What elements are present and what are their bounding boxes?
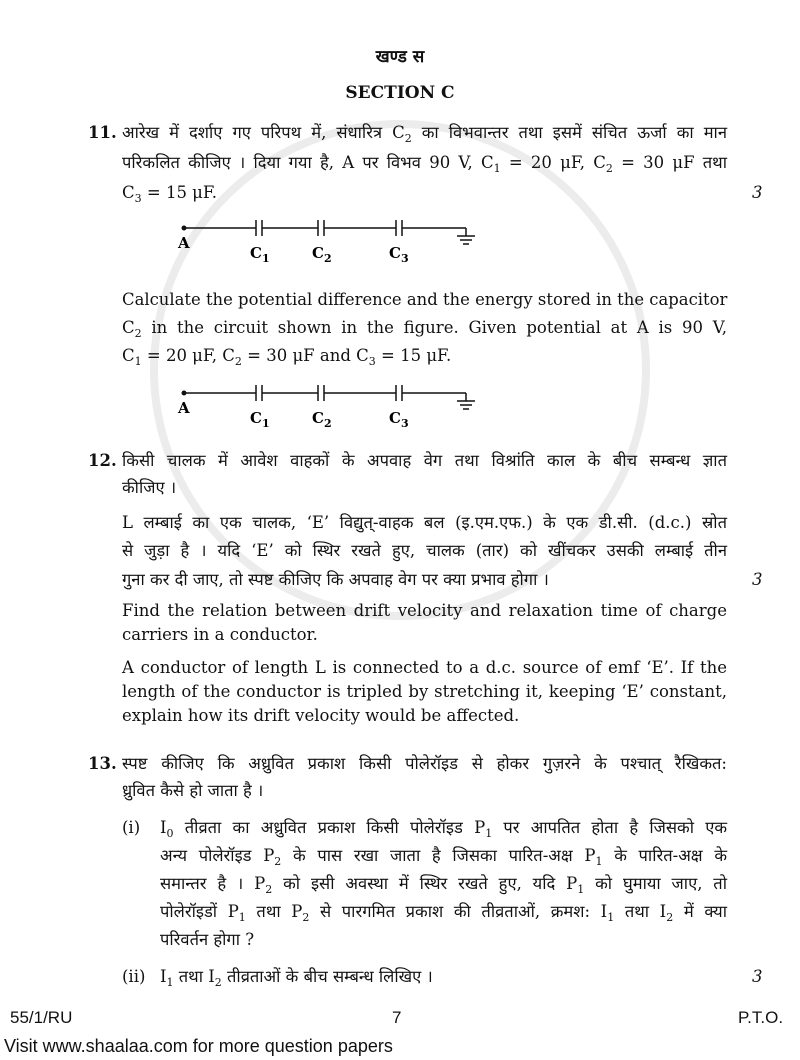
- capacitor-label: $C_3$: [389, 244, 409, 265]
- marks: 3: [752, 967, 763, 986]
- page-number: 7: [392, 1008, 402, 1027]
- text-segment: = 15 μF.: [375, 346, 452, 365]
- q12-line: carriers in a conductor.: [122, 625, 318, 644]
- q11-english-line: [122, 346, 727, 366]
- marks: 3: [752, 570, 763, 589]
- question-number: 11.: [88, 123, 117, 142]
- subscript: 3: [134, 192, 142, 205]
- subscript: 1: [238, 911, 246, 924]
- marks: 3: [752, 183, 763, 202]
- q12-line: कीजिए ।: [122, 478, 177, 497]
- node-a-dot: [182, 226, 187, 231]
- q12-line: गुना कर दी जाए, तो स्पष्ट कीजिए कि अपवाह वेग पर क्या प्रभाव होगा ।: [122, 570, 549, 589]
- text-segment: I: [160, 967, 167, 986]
- text-segment: का विभवान्तर तथा इसमें संचित ऊर्जा का मान: [411, 123, 727, 142]
- text-segment: I: [160, 818, 167, 837]
- subscript: 2: [302, 911, 310, 924]
- subscript: 0: [166, 827, 174, 840]
- q12-line: A conductor of length L is connected to a d.c. source of emf ‘E’. If the: [122, 658, 727, 677]
- text-segment: तीव्रताओं के बीच सम्बन्ध लिखिए ।: [221, 967, 433, 986]
- q13-line: स्पष्ट कीजिए कि अध्रुवित प्रकाश किसी पोलेरॉइड से होकर गुज़रने के पश्चात् रैखिकत:: [122, 754, 727, 773]
- q12-line: किसी चालक में आवेश वाहकों के अपवाह वेग तथा विश्रांति काल के बीच सम्बन्ध ज्ञात: [122, 451, 727, 470]
- question-number: 12.: [88, 451, 117, 470]
- text-segment: तथा I: [614, 902, 667, 921]
- text-segment: = 30 μF तथा: [612, 153, 727, 172]
- q12-line: से जुड़ा है । यदि ‘E’ को स्थिर रखते हुए, चालक (तार) को खींचकर उसकी लम्बाई तीन: [122, 541, 727, 560]
- text-segment: से पारगमित प्रकाश की तीव्रताओं, क्रमश: I: [309, 902, 608, 921]
- q13-part-ii-line: [160, 967, 727, 987]
- subscript: 2: [666, 911, 674, 924]
- part-label: (ii): [122, 967, 146, 986]
- subscript: 2: [265, 883, 273, 896]
- text-segment: C: [122, 318, 135, 337]
- subscript: 2: [274, 855, 282, 868]
- text-segment: तथा P: [245, 902, 303, 921]
- circuit-diagram: [0, 215, 800, 265]
- text-segment: तथा I: [173, 967, 215, 986]
- capacitor-label: $C_1$: [250, 409, 270, 430]
- q13-line: ध्रुवित कैसे हो जाता है ।: [122, 781, 264, 800]
- subscript: 2: [404, 132, 412, 145]
- q12-line: L लम्बाई का एक चालक, ‘E’ विद्युत्-वाहक बल (इ.एम.एफ.) के एक डी.सी. (d.c.) स्रोत: [122, 513, 727, 532]
- text-segment: C: [122, 183, 135, 202]
- q13-part-i-line: [160, 846, 727, 866]
- section-heading-hindi: खण्ड स: [375, 47, 425, 67]
- capacitor-label: $C_3$: [389, 409, 409, 430]
- subscript: 1: [166, 976, 174, 989]
- visit-link[interactable]: Visit www.shaalaa.com for more question papers: [4, 1036, 393, 1056]
- text-segment: = 20 μF, C: [141, 346, 235, 365]
- q11-english-line: [122, 318, 727, 338]
- question-number: 13.: [88, 754, 117, 773]
- subscript: 2: [214, 976, 222, 989]
- q12-line: Find the relation between drift velocity and relaxation time of charge: [122, 601, 727, 620]
- node-a-dot: [182, 391, 187, 396]
- text-segment: in the circuit shown in the figure. Given potential at A is 90 V,: [141, 318, 727, 337]
- paper-code: 55/1/RU: [10, 1008, 73, 1027]
- capacitor-label: $C_2$: [312, 244, 332, 265]
- text-segment: समान्तर है । P: [160, 874, 266, 893]
- subscript: 1: [607, 911, 615, 924]
- q12-line: length of the conductor is tripled by stretching it, keeping ‘E’ constant,: [122, 682, 727, 701]
- q13-part-i-line: [160, 874, 727, 894]
- part-label: (i): [122, 818, 141, 837]
- q11-hindi-line: [122, 123, 727, 143]
- q11-hindi-line: [122, 153, 727, 173]
- text-segment: = 20 μF, C: [500, 153, 606, 172]
- circuit-diagram-english: [0, 380, 800, 430]
- text-segment: Calculate the potential difference and the energy stored in the capacitor: [122, 290, 728, 309]
- q11-english-line: [122, 290, 728, 310]
- text-segment: परिवर्तन होगा ?: [160, 930, 255, 949]
- text-segment: आरेख में दर्शाए गए परिपथ में, संधारित्र C: [122, 123, 405, 142]
- subscript: 2: [134, 327, 142, 340]
- text-segment: = 30 μF and C: [241, 346, 369, 365]
- text-segment: C: [122, 346, 135, 365]
- subscript: 1: [485, 827, 493, 840]
- text-segment: परिकलित कीजिए । दिया गया है, A पर विभव 90 V, C: [122, 153, 494, 172]
- subscript: 2: [234, 355, 242, 368]
- text-segment: को इसी अवस्था में स्थिर रखते हुए, यदि P: [272, 874, 578, 893]
- q13-part-i-line: [160, 902, 727, 922]
- text-segment: के पारित-अक्ष के: [602, 846, 727, 865]
- q13-part-i-line: [160, 930, 727, 950]
- node-label: A: [178, 234, 190, 252]
- text-segment: = 15 μF.: [141, 183, 218, 202]
- subscript: 1: [595, 855, 603, 868]
- pto-label: P.T.O.: [738, 1008, 784, 1027]
- node-label: A: [178, 399, 190, 417]
- subscript: 1: [493, 162, 501, 175]
- text-segment: पोलेरॉइडों P: [160, 902, 239, 921]
- section-heading: SECTION C: [345, 83, 455, 103]
- subscript: 1: [134, 355, 142, 368]
- subscript: 2: [605, 162, 613, 175]
- capacitor-label: $C_2$: [312, 409, 332, 430]
- text-segment: तीव्रता का अध्रुवित प्रकाश किसी पोलेरॉइड P: [173, 818, 486, 837]
- q12-line: explain how its drift velocity would be affected.: [122, 706, 520, 725]
- text-segment: को घुमाया जाए, तो: [584, 874, 727, 893]
- q13-part-i-line: [160, 818, 727, 838]
- text-segment: अन्य पोलेरॉइड P: [160, 846, 275, 865]
- subscript: 1: [577, 883, 585, 896]
- text-segment: में क्या: [673, 902, 728, 921]
- text-segment: के पास रखा जाता है जिसका पारित-अक्ष P: [281, 846, 596, 865]
- q11-hindi-line: [122, 183, 727, 203]
- subscript: 3: [368, 355, 376, 368]
- capacitor-label: $C_1$: [250, 244, 270, 265]
- text-segment: पर आपतित होता है जिसको एक: [492, 818, 728, 837]
